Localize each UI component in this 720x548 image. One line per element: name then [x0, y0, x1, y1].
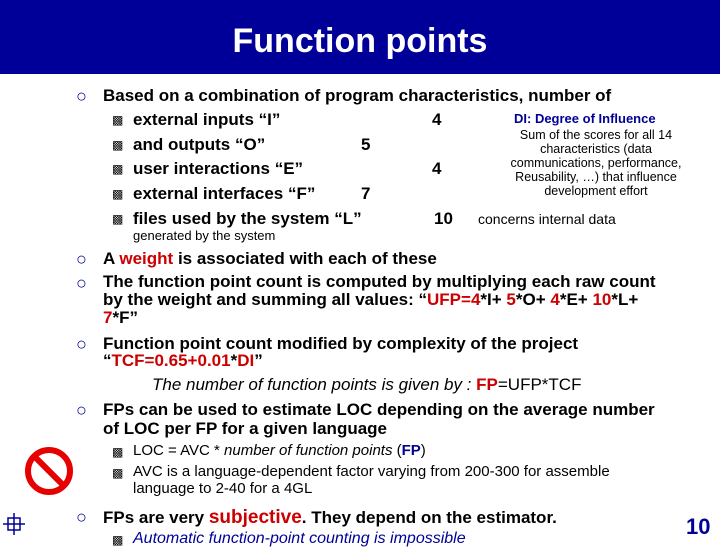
text: A — [103, 249, 120, 268]
text: ) — [420, 442, 426, 459]
sub-bullet-icon: ▩ — [112, 187, 124, 201]
characteristic-weight: 4 — [432, 110, 442, 129]
bullet-icon: ○ — [76, 400, 87, 420]
characteristic-item: and outputs “O” — [133, 135, 266, 154]
formula-part: 5 — [506, 290, 516, 309]
formula-part: 10 — [592, 290, 612, 309]
count-line-2 — [103, 291, 656, 309]
di-desc-line: Reusability, …) that influence — [515, 170, 677, 184]
subjective-word: subjective — [208, 507, 302, 528]
sub-bullet-icon: ▩ — [112, 162, 124, 176]
formula-part: UFP=4 — [427, 290, 481, 309]
fp-formula-line — [152, 375, 581, 395]
formula-part: *O+ — [515, 290, 551, 309]
loc-line — [103, 400, 655, 438]
characteristic-item: files used by the system “L” — [133, 209, 362, 228]
characteristic-item: user interactions “E” — [133, 159, 304, 178]
formula-part: *L+ — [611, 290, 639, 309]
text: The number of function points is given by : — [152, 375, 477, 394]
text: * — [230, 351, 238, 370]
bullet-icon: ○ — [76, 334, 87, 354]
sub-bullet-icon: ▩ — [112, 212, 124, 226]
loc-line-2: of LOC per FP for a given language — [103, 419, 388, 438]
formula-part: *I+ — [480, 290, 507, 309]
tcf-formula — [103, 351, 263, 371]
di-desc-line: Sum of the scores for all 14 — [519, 128, 673, 142]
avc-line-1: AVC is a language-dependent factor varying from 200-300 for assemble — [133, 463, 610, 480]
bullet-icon: ○ — [76, 86, 87, 106]
tcf-red: TCF=0.65+0.01 — [111, 351, 231, 370]
characteristic-weight: 10 — [434, 209, 453, 228]
weight-line — [103, 249, 437, 269]
formula-part: 4 — [550, 290, 560, 309]
text: is associated with each of these — [173, 249, 437, 268]
tcf-di: DI — [237, 351, 255, 370]
avc-line-2: language to 2-40 for a 4GL — [133, 480, 313, 497]
cut-off-line: Automatic function-point counting is impossible — [133, 530, 466, 547]
characteristic-weight: 4 — [432, 159, 442, 178]
subjective-line — [103, 507, 557, 529]
sub-bullet-icon: ▩ — [112, 466, 124, 480]
text: FPs are very — [103, 508, 209, 527]
page-number: 10 — [686, 514, 711, 539]
crosshair-icon[interactable] — [2, 512, 26, 536]
slide-title: Function points — [232, 22, 488, 60]
count-line-3 — [103, 309, 656, 327]
characteristic-weight: 7 — [361, 184, 371, 203]
avc-note — [133, 463, 610, 497]
formula-part: *E+ — [559, 290, 593, 309]
di-desc-line: development effort — [544, 184, 648, 198]
characteristic-item: external inputs “I” — [133, 110, 281, 129]
text: “ — [103, 351, 112, 370]
fp-red: FP — [476, 375, 498, 394]
di-desc-line: communications, performance, — [510, 156, 682, 170]
formula-part: 7 — [103, 308, 113, 327]
formula-part: *F — [112, 308, 130, 327]
text: . They depend on the estimator. — [301, 508, 557, 527]
di-title: DI: Degree of Influence — [514, 111, 656, 126]
sub-bullet-icon: ▩ — [112, 138, 124, 152]
characteristic-weight: 5 — [361, 135, 371, 154]
bullet-icon: ○ — [76, 273, 87, 293]
bullet-icon: ○ — [76, 507, 87, 527]
weight-word: weight — [119, 249, 174, 268]
intro-text: Based on a combination of program characteristics, number of — [103, 86, 612, 105]
count-line — [103, 273, 656, 327]
fp-blue: FP — [401, 442, 421, 459]
tcf-line: Function point count modified by complexity of the project — [103, 334, 579, 353]
text: by the weight and summing all values: “ — [103, 290, 428, 309]
text: LOC = AVC * — [133, 442, 225, 459]
count-line-1: The function point count is computed by multiplying each raw count — [103, 272, 656, 291]
loc-formula — [133, 442, 426, 459]
text: number of function points — [224, 442, 393, 459]
di-description — [496, 128, 696, 198]
concerns-note: concerns internal data — [478, 211, 616, 227]
sub-bullet-icon: ▩ — [112, 113, 124, 127]
text: =UFP*TCF — [497, 375, 582, 394]
di-desc-line: characteristics (data — [540, 142, 652, 156]
formula-part: ” — [129, 308, 138, 327]
sub-bullet-icon: ▩ — [112, 533, 124, 547]
bullet-icon: ○ — [76, 249, 87, 269]
text: ” — [254, 351, 263, 370]
sub-bullet-icon: ▩ — [112, 445, 124, 459]
text: ( — [392, 442, 402, 459]
characteristic-item: external interfaces “F” — [133, 184, 316, 203]
no-entry-icon — [24, 446, 74, 496]
generated-note: generated by the system — [133, 228, 276, 243]
loc-line-1: FPs can be used to estimate LOC depending on the average number — [103, 400, 655, 419]
